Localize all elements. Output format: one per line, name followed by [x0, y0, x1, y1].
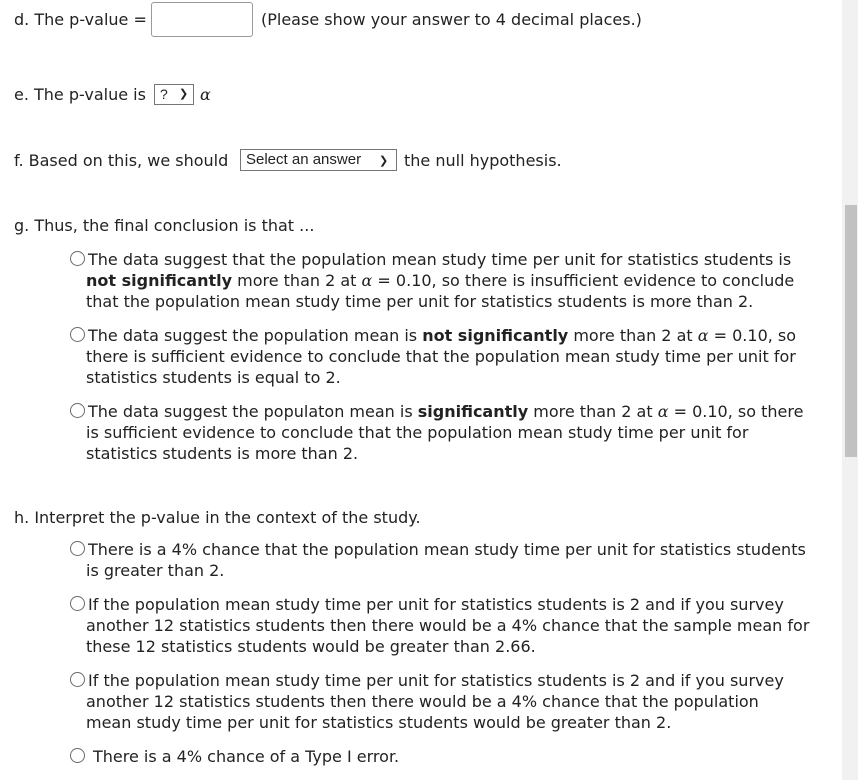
interpretation-option-1[interactable]: There is a 4% chance that the population mean study time per unit for statistics students is greater than 2. [86, 540, 806, 580]
conclusion-radio-1[interactable] [70, 251, 85, 266]
chevron-down-icon: ❯ [179, 88, 189, 100]
question-d-label: d. The p-value = [14, 10, 147, 29]
alpha-symbol: α [200, 85, 211, 104]
conclusion-radio-2[interactable] [70, 327, 85, 342]
question-g-prompt: g. Thus, the final conclusion is that ... [14, 216, 315, 235]
conclusion-option-3[interactable]: The data suggest the populaton mean is significantly more than 2 at α = 0.10, so there is sufficient evidence to conclude that the population mean study time per unit for statistics students is more than 2. [86, 402, 804, 463]
interpretation-radio-3[interactable] [70, 672, 85, 687]
p-value-input[interactable] [151, 2, 253, 37]
chevron-down-icon: ❯ [379, 155, 389, 167]
question-f-suffix: the null hypothesis. [404, 151, 562, 170]
interpretation-radio-1[interactable] [70, 541, 85, 556]
question-f-prefix: f. Based on this, we should [14, 151, 229, 170]
interpretation-option-4[interactable]: There is a 4% chance of a Type I error. [93, 747, 400, 766]
interpretation-radio-4[interactable] [70, 748, 85, 763]
comparison-select[interactable] [154, 84, 194, 105]
question-e-label: e. The p-value is [14, 85, 146, 104]
decision-select-value: Select an answer [246, 151, 362, 168]
question-h-prompt: h. Interpret the p-value in the context of the study. [14, 508, 421, 527]
decision-select[interactable] [240, 149, 397, 171]
interpretation-option-2[interactable]: If the population mean study time per unit for statistics students is 2 and if you survey another 12 statistics students then there would be a 4% chance that the sample mean for these 12 statistics students would be greater than 2.66. [86, 595, 810, 656]
comparison-select-value: ? [160, 86, 168, 102]
conclusion-option-1[interactable]: The data suggest that the population mean study time per unit for statistics students is not significantly more than 2 at α = 0.10, so there is insufficient evidence to conclude that the population mean study time per unit for statistics students is more than 2. [86, 250, 795, 311]
interpretation-radio-2[interactable] [70, 596, 85, 611]
interpretation-option-3[interactable]: If the population mean study time per unit for statistics students is 2 and if you survey another 12 statistics students then there would be a 4% chance that the population mean study time per unit for statistics students would be greater than 2. [86, 671, 784, 732]
scrollbar-thumb[interactable] [845, 205, 857, 457]
conclusion-radio-3[interactable] [70, 403, 85, 418]
decimal-places-note: (Please show your answer to 4 decimal places.) [261, 10, 642, 29]
conclusion-option-2[interactable]: The data suggest the population mean is not significantly more than 2 at α = 0.10, so there is sufficient evidence to conclude that the population mean study time per unit for statistics students is equal to 2. [86, 326, 797, 387]
